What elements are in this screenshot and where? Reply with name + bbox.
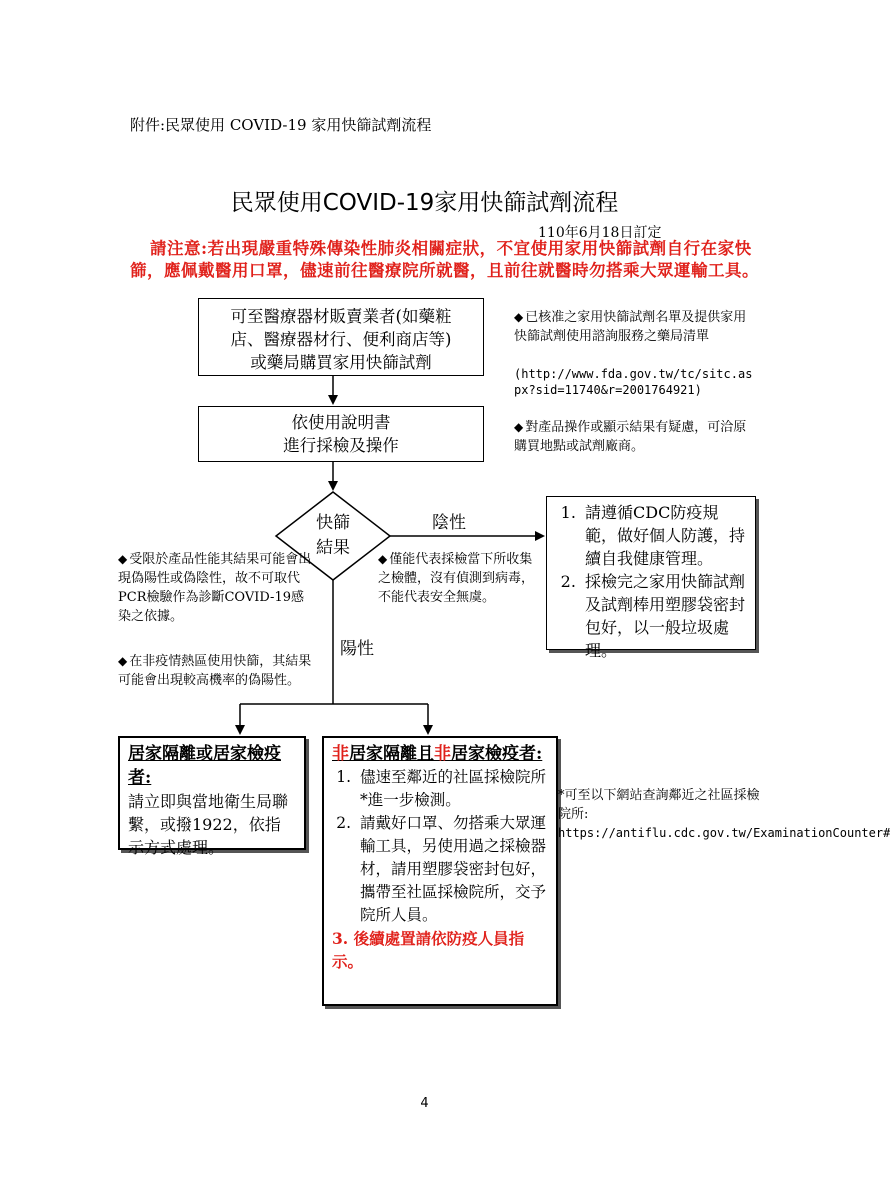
non-quarantine-steps (332, 766, 548, 927)
decision-line-1: 快篩 (316, 513, 350, 533)
attachment-label: 附件:民眾使用 COVID-19 家用快篩試劑流程 (130, 116, 432, 134)
negative-label: 陰性 (432, 513, 466, 533)
note-low-prevalence (118, 652, 313, 690)
non-quarantine-step-3: 3. 後續處置請依防疫人員指示。 (332, 929, 525, 971)
header-non-1: 非 (332, 744, 349, 764)
warning-notice: 請注意:若出現嚴重特殊傳染性肺炎相關症狀，不宜使用家用快篩試劑自行在家快篩，應佩戴醫用口罩，儘速前往醫療院所就醫，且前往就醫時勿搭乘大眾運輸工具。 (130, 239, 759, 280)
note-approved-text: 已核准之家用快篩試劑名單及提供家用快篩試劑使用諮詢服務之藥局清單 (514, 310, 747, 344)
operate-box (198, 406, 484, 462)
quarantine-box (118, 736, 306, 857)
note-negative-meaning (378, 550, 538, 607)
negative-step-1: 1. 請遵循CDC防疫規範，做好個人防護，持續自我健康管理。 (581, 501, 747, 570)
purchase-line-1: 可至醫療器材販賣業者(如藥粧 (230, 307, 452, 326)
operate-line-2: 進行採檢及操作 (283, 436, 399, 455)
positive-label: 陽性 (340, 639, 374, 659)
note-doubts (514, 418, 759, 456)
operate-line-1: 依使用說明書 (291, 413, 391, 432)
diamond-bullet-icon: ◆ (118, 552, 128, 566)
note-doubts-text: 對產品操作或顯示結果有疑慮，可洽原購買地點或試劑廠商。 (514, 420, 747, 454)
purchase-line-2: 店、醫療器材行、便利商店等) (230, 330, 452, 349)
non-quarantine-step-1: 1. 儘速至鄰近的社區採檢院所*進一步檢測。 (356, 766, 548, 812)
note-negative-meaning-text: 僅能代表採檢當下所收集之檢體，沒有偵測到病毒，不能代表安全無虞。 (378, 552, 535, 605)
diamond-bullet-icon: ◆ (378, 552, 388, 566)
decision-line-2: 結果 (316, 538, 350, 558)
lookup-text: *可至以下網站查詢鄰近之社區採檢院所: (558, 788, 760, 822)
header-part-2: 居家隔離且 (349, 744, 434, 764)
page-title: 民眾使用COVID-19家用快篩試劑流程 (230, 190, 619, 216)
purchase-box (198, 298, 484, 376)
quarantine-body: 請立即與當地衛生局聯繫，或撥1922，依指示方式處理。 (128, 792, 289, 857)
quarantine-header: 居家隔離或居家檢疫者: (128, 744, 281, 788)
note-false-positive-text: 受限於產品性能其結果可能會出現偽陽性或偽陰性，故不可取代PCR檢驗作為診斷COVID-19感染之依據。 (118, 552, 312, 624)
lookup-note (558, 786, 890, 843)
page-number: 4 (420, 1096, 429, 1111)
negative-steps (557, 501, 747, 662)
non-quarantine-step-2: 2. 請戴好口罩、勿搭乘大眾運輸工具，另使用過之採檢器材，請用塑膠袋密封包好，攜帶至社區採檢院所，交予院所人員。 (356, 812, 548, 927)
purchase-line-3: 或藥局購買家用快篩試劑 (250, 353, 432, 372)
diamond-bullet-icon: ◆ (514, 420, 524, 434)
non-quarantine-header (332, 742, 548, 766)
header-non-2: 非 (434, 744, 451, 764)
diamond-bullet-icon: ◆ (514, 310, 524, 324)
note-approved-url: (http://www.fda.gov.tw/tc/sitc.aspx?sid=11740&r=2001764921) (514, 367, 753, 397)
note-false-positive (118, 550, 313, 626)
negative-step-2: 2. 採檢完之家用快篩試劑及試劑棒用塑膠袋密封包好，以一般垃圾處理。 (581, 570, 747, 662)
lookup-url: https://antiflu.cdc.gov.tw/ExaminationCounter# (558, 826, 890, 840)
note-approved-list (514, 308, 759, 346)
note-low-prevalence-text: 在非疫情熱區使用快篩，其結果可能會出現較高機率的偽陽性。 (118, 654, 312, 688)
non-quarantine-box (322, 736, 558, 1006)
header-part-4: 居家檢疫者: (451, 744, 543, 764)
negative-result-box (546, 496, 756, 660)
issue-date: 110年6月18日訂定 (538, 225, 662, 241)
diamond-bullet-icon: ◆ (118, 654, 128, 668)
